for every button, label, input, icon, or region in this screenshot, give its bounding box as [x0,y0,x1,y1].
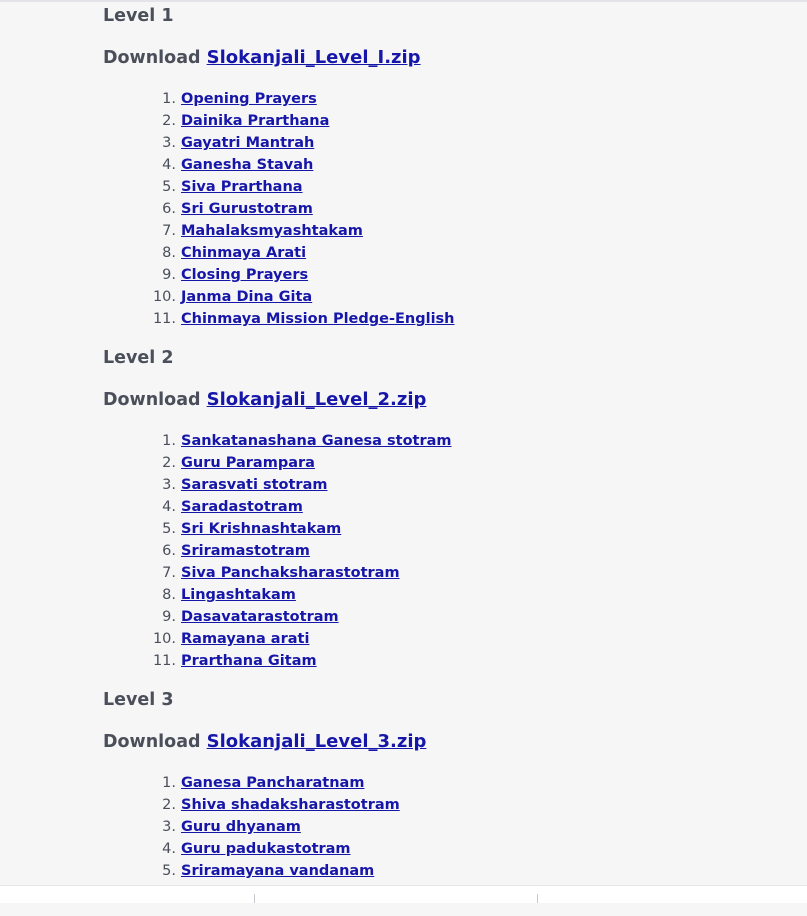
item-number: 1. [162,91,176,107]
list-item [103,286,803,308]
list-item [103,88,803,110]
item-number: 6. [162,201,176,217]
item-number: 5. [162,863,176,879]
sloka-link[interactable]: Saradastotram [181,499,303,515]
list-item [103,562,803,584]
list-item [103,474,803,496]
item-number: 1. [162,433,176,449]
list-item [103,198,803,220]
list-item [103,650,803,672]
list-item [103,540,803,562]
item-number: 2. [162,455,176,471]
list-item [103,496,803,518]
list-item [103,772,803,794]
sloka-link[interactable]: Ganesha Stavah [181,157,314,173]
list-item [103,628,803,650]
list-item [103,860,803,882]
item-number: 2. [162,797,176,813]
sloka-link[interactable]: Gayatri Mantrah [181,135,315,151]
level-section [103,0,803,342]
level-section [103,684,803,916]
item-number: 9. [162,267,176,283]
download-line [103,40,803,80]
item-number: 10. [152,289,176,305]
level-heading: Level 3 [103,690,174,710]
sloka-link[interactable]: Ramayana arati [181,631,310,647]
sloka-link[interactable]: Dainika Prarthana [181,113,330,129]
item-number: 6. [162,543,176,559]
level-section [103,342,803,684]
sloka-link[interactable]: Closing Prayers [181,267,309,283]
item-number: 3. [162,477,176,493]
sloka-link[interactable]: Ganesa Pancharatnam [181,775,365,791]
list-item [103,452,803,474]
level-heading: Level 1 [103,6,174,26]
item-number: 1. [162,775,176,791]
download-prefix: Download [103,732,207,752]
zip-download-link[interactable]: Slokanjali_Level_3.zip [206,731,427,752]
sloka-link[interactable]: Sriramastotram [181,543,310,559]
sloka-link[interactable]: Shiva shadaksharastotram [181,797,400,813]
item-number: 4. [162,841,176,857]
item-number: 11. [152,311,176,327]
list-item [103,816,803,838]
list-item [103,176,803,198]
item-number: 5. [162,179,176,195]
sloka-link[interactable]: Guru padukastotram [181,841,351,857]
sloka-link[interactable]: Opening Prayers [181,91,317,107]
zip-download-link[interactable]: Slokanjali_Level_2.zip [206,389,427,410]
sloka-link[interactable]: Dasavatarastotram [181,609,339,625]
download-prefix: Download [103,48,207,68]
item-number: 4. [162,157,176,173]
sloka-link[interactable]: Chinmaya Mission Pledge-English [181,311,455,327]
item-number: 7. [162,223,176,239]
list-item [103,264,803,286]
bottom-bar [0,885,807,903]
item-number: 2. [162,113,176,129]
download-line [103,382,803,422]
sloka-link[interactable]: Sri Gurustotram [181,201,313,217]
list-item [103,220,803,242]
item-number: 9. [162,609,176,625]
item-number: 7. [162,565,176,581]
sloka-link[interactable]: Guru Parampara [181,455,315,471]
sloka-link[interactable]: Sankatanashana Ganesa stotram [181,433,452,449]
sloka-link[interactable]: Prarthana Gitam [181,653,317,669]
item-number: 3. [162,135,176,151]
sloka-link[interactable]: Sriramayana vandanam [181,863,375,879]
item-number: 8. [162,587,176,603]
sloka-list [103,422,803,684]
slokanjali-content [103,0,803,916]
download-line [103,724,803,764]
item-number: 8. [162,245,176,261]
sloka-link[interactable]: Mahalaksmyashtakam [181,223,363,239]
zip-download-link[interactable]: Slokanjali_Level_I.zip [206,47,421,68]
list-item [103,606,803,628]
list-item [103,838,803,860]
item-number: 4. [162,499,176,515]
sloka-link[interactable]: Siva Prarthana [181,179,303,195]
list-item [103,584,803,606]
sloka-link[interactable]: Sarasvati stotram [181,477,328,493]
list-item [103,110,803,132]
sloka-link[interactable]: Guru dhyanam [181,819,301,835]
sloka-link[interactable]: Janma Dina Gita [181,289,313,305]
item-number: 10. [152,631,176,647]
download-prefix: Download [103,390,207,410]
sloka-link[interactable]: Siva Panchaksharastotram [181,565,400,581]
item-number: 5. [162,521,176,537]
level-heading: Level 2 [103,348,174,368]
sloka-link[interactable]: Lingashtakam [181,587,296,603]
list-item [103,430,803,452]
list-item [103,132,803,154]
item-number: 11. [152,653,176,669]
sloka-list [103,80,803,342]
list-item [103,308,803,330]
list-item [103,794,803,816]
list-item [103,518,803,540]
sloka-link[interactable]: Sri Krishnashtakam [181,521,342,537]
sloka-link[interactable]: Chinmaya Arati [181,245,307,261]
list-item [103,242,803,264]
list-item [103,154,803,176]
item-number: 3. [162,819,176,835]
